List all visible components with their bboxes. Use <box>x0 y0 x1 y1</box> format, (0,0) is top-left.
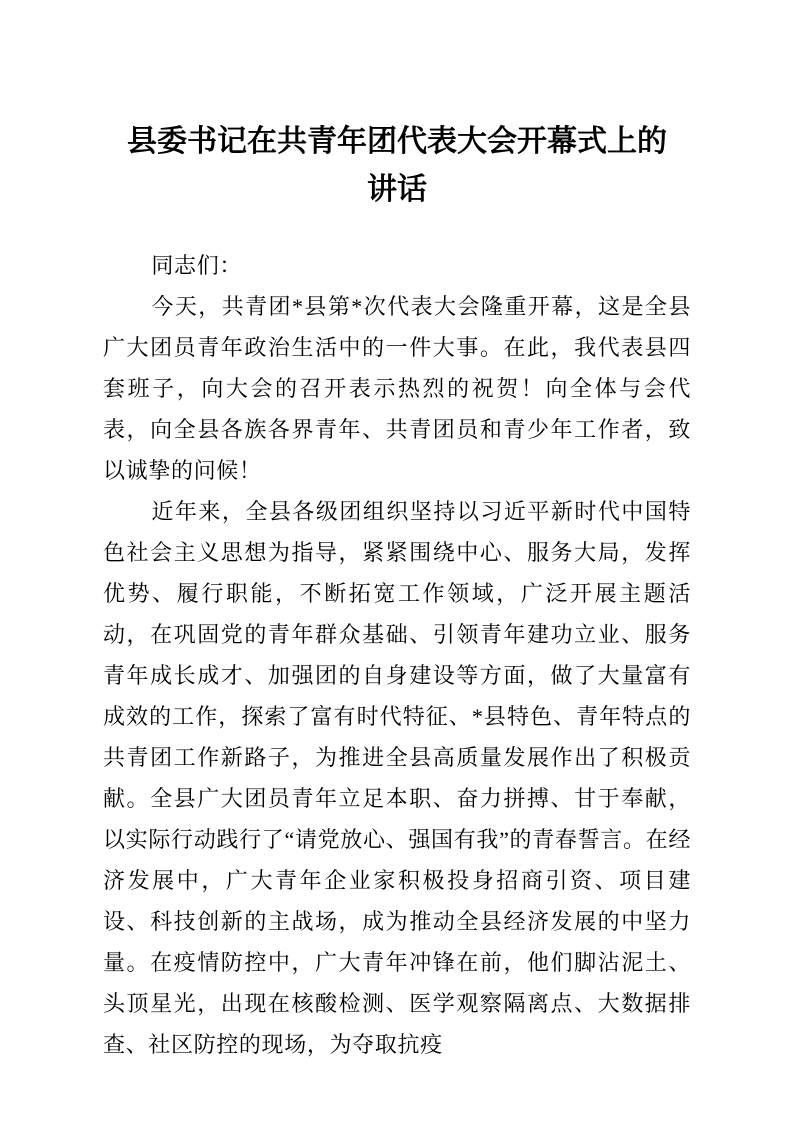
doc-title <box>103 118 691 214</box>
doc-title-line-1: 县委书记在共青年团代表大会开幕式上的 <box>127 125 667 158</box>
paragraph-opening: 今天，共青团*县第*次代表大会隆重开幕，这是全县广大团员青年政治生活中的一件大事。在此，我代表县四套班子，向大会的召开表示热烈的祝贺！向全体与会代表，向全县各族各界青年、共青团员和青少年工作者，致以诚挚的问候！ <box>103 294 691 483</box>
paragraph-salutation: 同志们： <box>151 253 242 278</box>
doc-body <box>103 245 691 1065</box>
doc-title-line-2: 讲话 <box>367 173 427 206</box>
paragraph-body: 近年来，全县各级团组织坚持以习近平新时代中国特色社会主义思想为指导，紧紧围绕中心、服务大局，发挥优势、履行职能，不断拓宽工作领域，广泛开展主题活动，在巩固党的青年群众基础、引领青年建功立业、服务青年成长成才、加强团的自身建设等方面，做了大量富有成效的工作，探索了富有时代特征、*县特色、青年特点的共青团工作新路子，为推进全县高质量发展作出了积极贡献。全县广大团员青年立足本职、奋力拼搏、甘于奉献，以实际行动践行了“请党放心、强国有我”的青春誓言。在经济发展中，广大青年企业家积极投身招商引资、项目建设、科技创新的主战场，成为推动全县经济发展的中坚力量。在疫情防控中，广大青年冲锋在前，他们脚沾泥土、头顶星光，出现在核酸检测、医学观察隔离点、大数据排查、社区防控的现场，为夺取抗疫 <box>103 499 691 1057</box>
